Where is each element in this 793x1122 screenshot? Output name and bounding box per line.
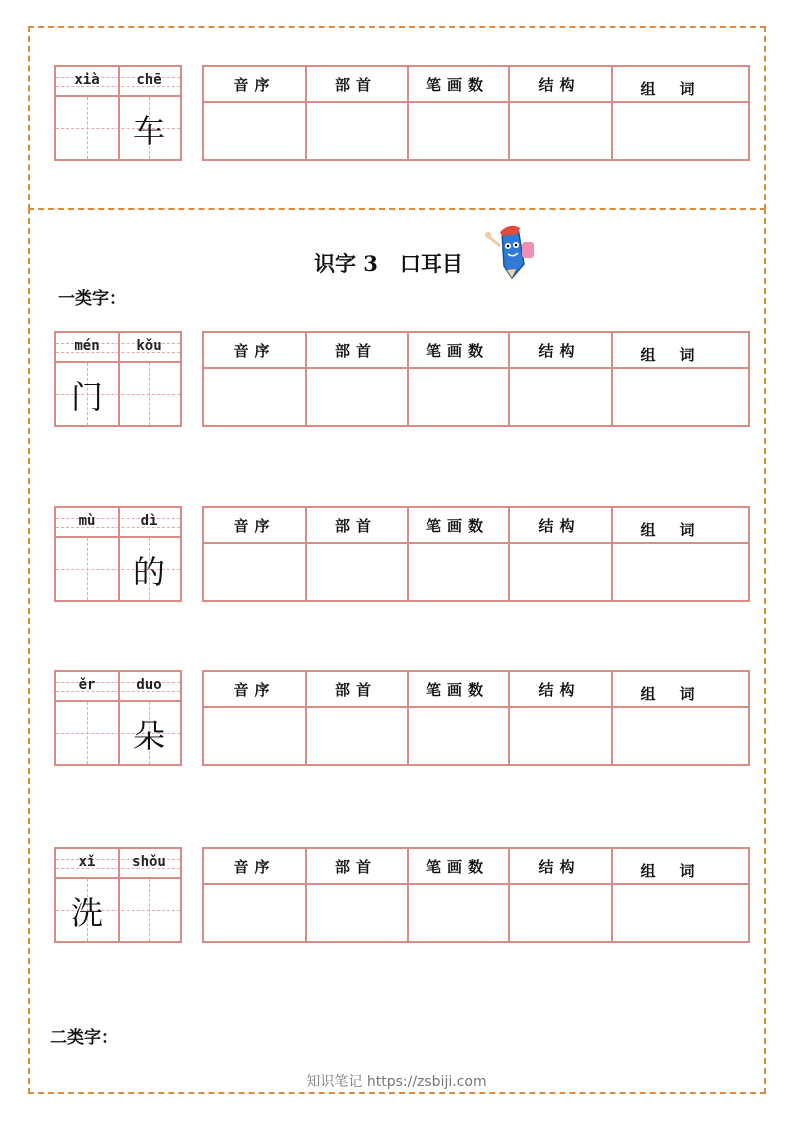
header-bihuashu: 笔画数 <box>425 681 489 699</box>
hanzi-character: 朵 <box>132 717 165 755</box>
pinyin-2: duo <box>136 677 162 693</box>
header-bushou: 部首 <box>334 517 377 535</box>
pinyin-2: shǒu <box>132 854 166 870</box>
char-grid <box>54 847 182 943</box>
pinyin-2: dì <box>140 513 158 529</box>
header-bushou: 部首 <box>334 342 377 360</box>
pinyin-1: xǐ <box>78 854 96 870</box>
header-jiegou: 结构 <box>538 76 581 94</box>
attribute-table <box>202 847 750 943</box>
char-grid <box>54 331 182 427</box>
hanzi-character: 门 <box>70 378 103 416</box>
attribute-table <box>202 65 750 161</box>
cut-line <box>28 208 766 210</box>
hanzi-character: 车 <box>132 112 165 150</box>
header-yinxu: 音序 <box>233 76 276 94</box>
section-label-2: 二类字： <box>50 1028 118 1048</box>
attribute-table <box>202 331 750 427</box>
header-yinxu: 音序 <box>233 681 276 699</box>
header-bihuashu: 笔画数 <box>425 76 489 94</box>
char-grid <box>54 506 182 602</box>
pinyin-1: mù <box>78 513 96 529</box>
header-zuci: 组词 <box>640 862 719 880</box>
hanzi-character: 洗 <box>70 894 103 932</box>
char-grid <box>54 670 182 766</box>
header-zuci: 组词 <box>640 685 719 703</box>
hanzi-character: 的 <box>132 553 165 591</box>
header-bihuashu: 笔画数 <box>425 858 489 876</box>
lesson-title: 识字 3 口耳目 <box>314 251 463 276</box>
header-zuci: 组词 <box>640 521 719 539</box>
section-label-1: 一类字： <box>58 289 126 309</box>
pinyin-1: mén <box>74 338 100 354</box>
header-jiegou: 结构 <box>538 858 581 876</box>
char-grid <box>54 65 182 161</box>
header-zuci: 组词 <box>640 346 719 364</box>
pinyin-2: chē <box>136 72 162 88</box>
header-bihuashu: 笔画数 <box>425 517 489 535</box>
header-zuci: 组词 <box>640 80 719 98</box>
pencil-mascot-icon <box>484 222 540 284</box>
attribute-table <box>202 506 750 602</box>
header-jiegou: 结构 <box>538 517 581 535</box>
pinyin-1: xià <box>74 72 100 88</box>
header-bihuashu: 笔画数 <box>425 342 489 360</box>
footer-watermark: 知识笔记 https://zsbiji.com <box>306 1074 487 1090</box>
pinyin-1: ěr <box>78 677 96 693</box>
header-yinxu: 音序 <box>233 517 276 535</box>
header-jiegou: 结构 <box>538 342 581 360</box>
header-bushou: 部首 <box>334 858 377 876</box>
header-yinxu: 音序 <box>233 342 276 360</box>
attribute-table <box>202 670 750 766</box>
header-yinxu: 音序 <box>233 858 276 876</box>
header-jiegou: 结构 <box>538 681 581 699</box>
pinyin-2: kǒu <box>136 338 162 354</box>
header-bushou: 部首 <box>334 681 377 699</box>
header-bushou: 部首 <box>334 76 377 94</box>
